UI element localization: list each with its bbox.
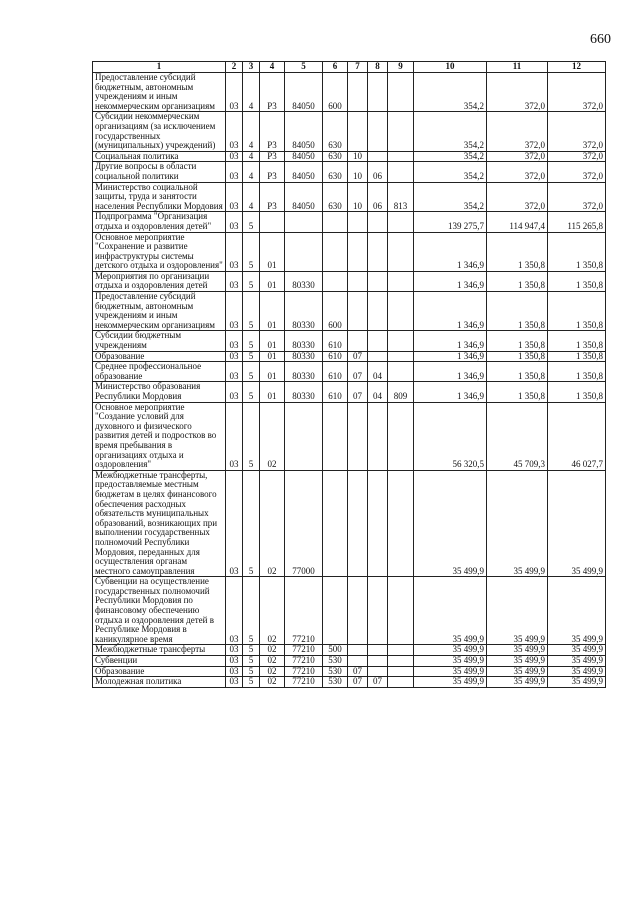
cell-col11: 35 499,9 — [487, 645, 548, 656]
cell-col6 — [323, 271, 348, 291]
row-name: Основное мероприятие "Создание условий для духовного и физического развития детей и подростков во время пребывания в организациях отдыха и оздоровления" — [93, 402, 226, 470]
cell-col3: 4 — [243, 112, 260, 151]
cell-col7 — [348, 331, 368, 351]
cell-col10: 354,2 — [414, 162, 487, 182]
cell-col8 — [368, 666, 388, 677]
cell-col4: 01 — [260, 351, 285, 362]
header-cell: 6 — [323, 62, 348, 73]
cell-col5 — [285, 212, 323, 232]
table-row — [93, 677, 606, 688]
cell-col4: Р3 — [260, 182, 285, 212]
cell-col3: 5 — [243, 232, 260, 271]
cell-col6: 610 — [323, 331, 348, 351]
table-row — [93, 470, 606, 577]
cell-col10: 1 346,9 — [414, 271, 487, 291]
cell-col2: 03 — [226, 162, 243, 182]
cell-col4: Р3 — [260, 112, 285, 151]
cell-col12: 372,0 — [548, 162, 606, 182]
table-row — [93, 271, 606, 291]
cell-col2: 03 — [226, 182, 243, 212]
cell-col9 — [388, 232, 414, 271]
header-cell: 5 — [285, 62, 323, 73]
cell-col11: 1 350,8 — [487, 232, 548, 271]
cell-col4: 01 — [260, 362, 285, 382]
cell-col4: 01 — [260, 271, 285, 291]
cell-col7 — [348, 292, 368, 331]
cell-col6: 500 — [323, 645, 348, 656]
cell-col5: 77210 — [285, 666, 323, 677]
cell-col10: 56 320,5 — [414, 402, 487, 470]
cell-col5: 77210 — [285, 645, 323, 656]
cell-col6: 610 — [323, 362, 348, 382]
table-row — [93, 577, 606, 645]
cell-col3: 4 — [243, 151, 260, 162]
cell-col4 — [260, 212, 285, 232]
cell-col3: 4 — [243, 182, 260, 212]
cell-col8: 04 — [368, 382, 388, 402]
row-name: Среднее профессиональное образование — [93, 362, 226, 382]
cell-col6 — [323, 577, 348, 645]
cell-col3: 5 — [243, 645, 260, 656]
cell-col12: 372,0 — [548, 112, 606, 151]
cell-col6 — [323, 232, 348, 271]
cell-col7: 07 — [348, 351, 368, 362]
cell-col3: 5 — [243, 331, 260, 351]
row-name: Межбюджетные трансферты — [93, 645, 226, 656]
cell-col5: 84050 — [285, 182, 323, 212]
cell-col3: 5 — [243, 402, 260, 470]
cell-col10: 1 346,9 — [414, 362, 487, 382]
cell-col3: 5 — [243, 666, 260, 677]
cell-col7 — [348, 212, 368, 232]
row-name: Мероприятия по организации отдыха и оздоровления детей — [93, 271, 226, 291]
cell-col10: 35 499,9 — [414, 577, 487, 645]
row-name: Другие вопросы в области социальной политики — [93, 162, 226, 182]
cell-col8 — [368, 112, 388, 151]
cell-col5: 84050 — [285, 112, 323, 151]
row-name: Предоставление субсидий бюджетным, автономным учреждениям и иным некоммерческим организациям — [93, 73, 226, 112]
header-cell: 8 — [368, 62, 388, 73]
cell-col2: 03 — [226, 351, 243, 362]
cell-col3: 5 — [243, 292, 260, 331]
cell-col5: 77210 — [285, 656, 323, 667]
table-row — [93, 402, 606, 470]
cell-col9 — [388, 212, 414, 232]
cell-col3: 5 — [243, 351, 260, 362]
cell-col12: 372,0 — [548, 73, 606, 112]
cell-col5: 80330 — [285, 292, 323, 331]
cell-col11: 372,0 — [487, 151, 548, 162]
cell-col10: 354,2 — [414, 151, 487, 162]
cell-col12: 1 350,8 — [548, 331, 606, 351]
cell-col3: 5 — [243, 212, 260, 232]
cell-col8: 06 — [368, 162, 388, 182]
table-row — [93, 212, 606, 232]
cell-col12: 1 350,8 — [548, 232, 606, 271]
cell-col12: 115 265,8 — [548, 212, 606, 232]
row-name: Субвенции на осуществление государственных полномочий Республики Мордовия по финансовому обеспечению отдыха и оздоровления детей в Республике Мордовия в каникулярное время — [93, 577, 226, 645]
cell-col11: 1 350,8 — [487, 351, 548, 362]
row-name: Основное мероприятие "Сохранение и развитие инфраструктуры системы детского отдыха и оздоровления" — [93, 232, 226, 271]
cell-col2: 03 — [226, 666, 243, 677]
cell-col12: 35 499,9 — [548, 666, 606, 677]
cell-col11: 35 499,9 — [487, 666, 548, 677]
cell-col8 — [368, 151, 388, 162]
cell-col7 — [348, 232, 368, 271]
cell-col3: 4 — [243, 73, 260, 112]
cell-col10: 1 346,9 — [414, 292, 487, 331]
table-row — [93, 331, 606, 351]
cell-col2: 03 — [226, 656, 243, 667]
cell-col10: 1 346,9 — [414, 232, 487, 271]
cell-col8 — [368, 645, 388, 656]
cell-col8 — [368, 331, 388, 351]
row-name: Молодежная политика — [93, 677, 226, 688]
cell-col8: 07 — [368, 677, 388, 688]
row-name: Межбюджетные трансферты, предоставляемые местным бюджетам в целях финансового обеспечения расходных обязательств муниципальных образований, возникающих при выполнении государственных полномочий Республики Мордовия, переданных для осуществления органам местного самоуправления — [93, 470, 226, 577]
cell-col12: 1 350,8 — [548, 362, 606, 382]
cell-col6: 630 — [323, 112, 348, 151]
cell-col12: 1 350,8 — [548, 351, 606, 362]
cell-col6: 530 — [323, 677, 348, 688]
cell-col10: 35 499,9 — [414, 645, 487, 656]
row-name: Субсидии некоммерческим организациям (за исключением государственных (муниципальных) учреждений) — [93, 112, 226, 151]
cell-col7 — [348, 470, 368, 577]
cell-col10: 354,2 — [414, 112, 487, 151]
cell-col9 — [388, 162, 414, 182]
cell-col5: 77210 — [285, 677, 323, 688]
table-row — [93, 112, 606, 151]
cell-col9 — [388, 656, 414, 667]
cell-col6: 630 — [323, 162, 348, 182]
cell-col2: 03 — [226, 73, 243, 112]
header-cell: 4 — [260, 62, 285, 73]
table-row — [93, 182, 606, 212]
cell-col2: 03 — [226, 151, 243, 162]
cell-col11: 114 947,4 — [487, 212, 548, 232]
cell-col12: 372,0 — [548, 151, 606, 162]
cell-col9 — [388, 677, 414, 688]
cell-col4: Р3 — [260, 73, 285, 112]
page-number: 660 — [590, 32, 611, 47]
cell-col10: 139 275,7 — [414, 212, 487, 232]
cell-col2: 03 — [226, 470, 243, 577]
cell-col4: Р3 — [260, 151, 285, 162]
table-row — [93, 351, 606, 362]
cell-col5: 80330 — [285, 271, 323, 291]
cell-col11: 1 350,8 — [487, 271, 548, 291]
cell-col9: 809 — [388, 382, 414, 402]
cell-col4: 02 — [260, 470, 285, 577]
cell-col6: 630 — [323, 151, 348, 162]
cell-col3: 5 — [243, 656, 260, 667]
cell-col11: 1 350,8 — [487, 331, 548, 351]
cell-col8 — [368, 656, 388, 667]
cell-col3: 5 — [243, 470, 260, 577]
cell-col9 — [388, 666, 414, 677]
cell-col7 — [348, 402, 368, 470]
cell-col5: 80330 — [285, 362, 323, 382]
cell-col9 — [388, 73, 414, 112]
cell-col9 — [388, 112, 414, 151]
row-name: Образование — [93, 666, 226, 677]
cell-col9 — [388, 470, 414, 577]
cell-col8 — [368, 73, 388, 112]
table-row — [93, 666, 606, 677]
cell-col11: 372,0 — [487, 182, 548, 212]
cell-col3: 5 — [243, 382, 260, 402]
cell-col12: 35 499,9 — [548, 470, 606, 577]
cell-col2: 03 — [226, 382, 243, 402]
cell-col8 — [368, 470, 388, 577]
cell-col7: 07 — [348, 666, 368, 677]
cell-col6: 530 — [323, 656, 348, 667]
cell-col4: 02 — [260, 402, 285, 470]
cell-col12: 46 027,7 — [548, 402, 606, 470]
cell-col11: 372,0 — [487, 112, 548, 151]
cell-col11: 45 709,3 — [487, 402, 548, 470]
row-name: Подпрограмма "Организация отдыха и оздоровления детей" — [93, 212, 226, 232]
cell-col2: 03 — [226, 362, 243, 382]
cell-col4: 02 — [260, 666, 285, 677]
cell-col2: 03 — [226, 232, 243, 271]
cell-col3: 5 — [243, 677, 260, 688]
cell-col2: 03 — [226, 677, 243, 688]
cell-col7: 07 — [348, 382, 368, 402]
cell-col8 — [368, 212, 388, 232]
cell-col3: 5 — [243, 577, 260, 645]
cell-col7 — [348, 577, 368, 645]
cell-col9 — [388, 402, 414, 470]
cell-col2: 03 — [226, 292, 243, 331]
cell-col6 — [323, 470, 348, 577]
cell-col7: 07 — [348, 677, 368, 688]
cell-col11: 372,0 — [487, 73, 548, 112]
cell-col2: 03 — [226, 112, 243, 151]
cell-col2: 03 — [226, 331, 243, 351]
cell-col4: 01 — [260, 331, 285, 351]
cell-col12: 35 499,9 — [548, 577, 606, 645]
row-name: Министерство социальной защиты, труда и занятости населения Республики Мордовия — [93, 182, 226, 212]
cell-col8: 06 — [368, 182, 388, 212]
cell-col7 — [348, 656, 368, 667]
cell-col6 — [323, 402, 348, 470]
cell-col4: 02 — [260, 656, 285, 667]
cell-col5: 77210 — [285, 577, 323, 645]
cell-col9 — [388, 331, 414, 351]
cell-col9 — [388, 351, 414, 362]
cell-col8: 04 — [368, 362, 388, 382]
cell-col3: 5 — [243, 362, 260, 382]
table-row — [93, 362, 606, 382]
cell-col5: 80330 — [285, 351, 323, 362]
table-row — [93, 73, 606, 112]
cell-col9 — [388, 271, 414, 291]
cell-col2: 03 — [226, 645, 243, 656]
row-name: Субвенции — [93, 656, 226, 667]
cell-col11: 1 350,8 — [487, 292, 548, 331]
cell-col10: 354,2 — [414, 73, 487, 112]
cell-col12: 372,0 — [548, 182, 606, 212]
cell-col11: 35 499,9 — [487, 470, 548, 577]
cell-col7 — [348, 271, 368, 291]
cell-col7 — [348, 112, 368, 151]
cell-col5: 84050 — [285, 151, 323, 162]
table-body — [93, 73, 606, 688]
cell-col11: 35 499,9 — [487, 656, 548, 667]
header-cell: 2 — [226, 62, 243, 73]
cell-col4: 01 — [260, 232, 285, 271]
cell-col6: 610 — [323, 351, 348, 362]
cell-col2: 03 — [226, 577, 243, 645]
row-name: Предоставление субсидий бюджетным, автономным учреждениям и иным некоммерческим организациям — [93, 292, 226, 331]
cell-col10: 1 346,9 — [414, 351, 487, 362]
cell-col5: 84050 — [285, 162, 323, 182]
header-row — [93, 62, 606, 73]
table-row — [93, 292, 606, 331]
cell-col8 — [368, 232, 388, 271]
header-cell: 10 — [414, 62, 487, 73]
cell-col4: 02 — [260, 645, 285, 656]
header-cell: 12 — [548, 62, 606, 73]
cell-col10: 1 346,9 — [414, 382, 487, 402]
cell-col7 — [348, 645, 368, 656]
cell-col7: 10 — [348, 162, 368, 182]
header-cell: 9 — [388, 62, 414, 73]
cell-col2: 03 — [226, 402, 243, 470]
cell-col5 — [285, 232, 323, 271]
table-row — [93, 656, 606, 667]
cell-col12: 1 350,8 — [548, 382, 606, 402]
table-row — [93, 645, 606, 656]
cell-col12: 1 350,8 — [548, 271, 606, 291]
cell-col7 — [348, 73, 368, 112]
cell-col12: 35 499,9 — [548, 677, 606, 688]
cell-col12: 35 499,9 — [548, 656, 606, 667]
budget-table — [92, 61, 606, 688]
cell-col8 — [368, 402, 388, 470]
cell-col10: 35 499,9 — [414, 666, 487, 677]
cell-col9 — [388, 151, 414, 162]
cell-col7: 10 — [348, 182, 368, 212]
cell-col7: 10 — [348, 151, 368, 162]
cell-col6: 600 — [323, 73, 348, 112]
cell-col4: 01 — [260, 382, 285, 402]
table-row — [93, 151, 606, 162]
row-name: Образование — [93, 351, 226, 362]
cell-col3: 4 — [243, 162, 260, 182]
header-cell: 1 — [93, 62, 226, 73]
cell-col10: 35 499,9 — [414, 677, 487, 688]
cell-col9: 813 — [388, 182, 414, 212]
cell-col6: 530 — [323, 666, 348, 677]
header-cell: 3 — [243, 62, 260, 73]
cell-col12: 35 499,9 — [548, 645, 606, 656]
cell-col8 — [368, 351, 388, 362]
cell-col11: 1 350,8 — [487, 362, 548, 382]
table-row — [93, 232, 606, 271]
cell-col8 — [368, 271, 388, 291]
cell-col5: 77000 — [285, 470, 323, 577]
cell-col9 — [388, 362, 414, 382]
cell-col4: 02 — [260, 677, 285, 688]
cell-col11: 35 499,9 — [487, 677, 548, 688]
cell-col5: 80330 — [285, 382, 323, 402]
cell-col5: 84050 — [285, 73, 323, 112]
cell-col10: 354,2 — [414, 182, 487, 212]
cell-col9 — [388, 645, 414, 656]
cell-col4: 02 — [260, 577, 285, 645]
cell-col5: 80330 — [285, 331, 323, 351]
cell-col8 — [368, 292, 388, 331]
table-row — [93, 162, 606, 182]
cell-col3: 5 — [243, 271, 260, 291]
header-cell: 11 — [487, 62, 548, 73]
row-name: Социальная политика — [93, 151, 226, 162]
cell-col8 — [368, 577, 388, 645]
cell-col6: 630 — [323, 182, 348, 212]
cell-col9 — [388, 577, 414, 645]
cell-col4: 01 — [260, 292, 285, 331]
row-name: Министерство образования Республики Мордовия — [93, 382, 226, 402]
cell-col2: 03 — [226, 212, 243, 232]
cell-col11: 1 350,8 — [487, 382, 548, 402]
cell-col6: 600 — [323, 292, 348, 331]
cell-col10: 35 499,9 — [414, 470, 487, 577]
cell-col10: 1 346,9 — [414, 331, 487, 351]
row-name: Субсидии бюджетным учреждениям — [93, 331, 226, 351]
cell-col10: 35 499,9 — [414, 656, 487, 667]
cell-col5 — [285, 402, 323, 470]
header-cell: 7 — [348, 62, 368, 73]
cell-col6 — [323, 212, 348, 232]
cell-col2: 03 — [226, 271, 243, 291]
cell-col4: Р3 — [260, 162, 285, 182]
cell-col9 — [388, 292, 414, 331]
table-row — [93, 382, 606, 402]
cell-col7: 07 — [348, 362, 368, 382]
cell-col11: 35 499,9 — [487, 577, 548, 645]
cell-col11: 372,0 — [487, 162, 548, 182]
cell-col6: 610 — [323, 382, 348, 402]
cell-col12: 1 350,8 — [548, 292, 606, 331]
